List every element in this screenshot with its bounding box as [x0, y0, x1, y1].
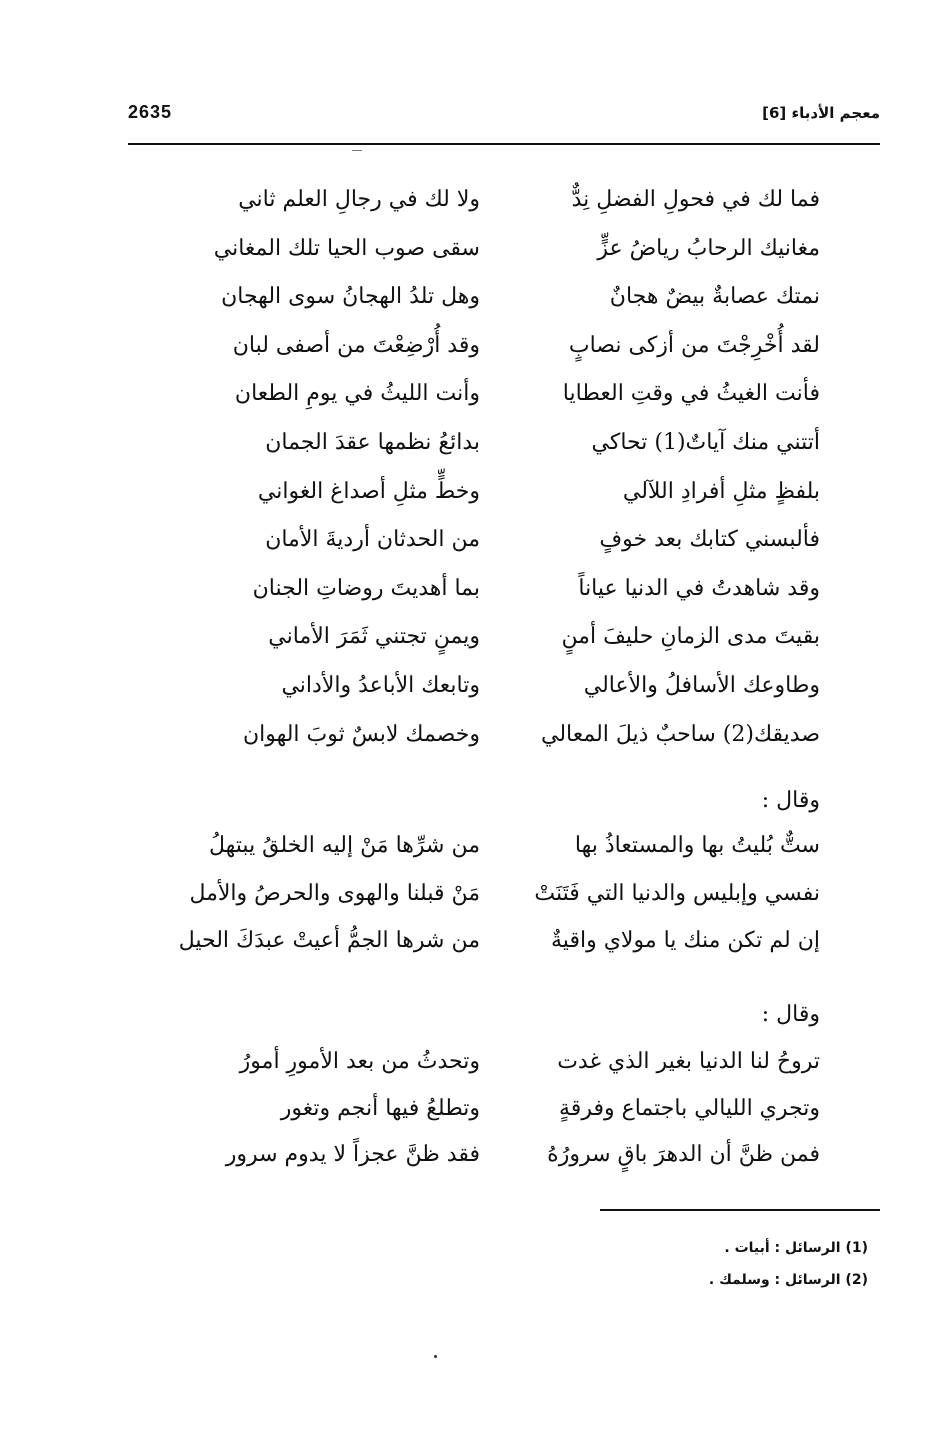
verse-second-hemistich: وتحدثُ من بعد الأمورِ أمورُ	[239, 1049, 480, 1074]
verse-first-hemistich: نمتك عصابةٌ بيضٌ هجانٌ	[609, 284, 820, 310]
verse-first-hemistich: نفسي وإبليس والدنيا التي فَتَنَتْ	[534, 880, 820, 906]
verse-intro: وقال :	[761, 788, 820, 813]
verse-second-hemistich: سقى صوب الحيا تلك المغاني	[213, 235, 480, 261]
verse-second-hemistich: وخصمك لابسٌ ثوبَ الهوان	[242, 721, 480, 747]
verse-first-hemistich: بلفظٍ مثلِ أفرادِ اللآلي	[622, 478, 820, 504]
verse-first-hemistich: ستٌّ بُليتُ بها والمستعاذُ بها	[574, 833, 820, 858]
verse-first-hemistich: لقد أُخْرِجْتَ من أزكى نصابٍ	[568, 332, 820, 358]
verse-row	[175, 374, 820, 423]
verse-second-hemistich: مَنْ قبلنا والهوى والحرصُ والأمل	[189, 880, 480, 906]
verse-first-hemistich: فألبسني كتابك بعد خوفٍ	[599, 527, 820, 553]
verse-first-hemistich: وتجري الليالي باجتماع وفرقةٍ	[559, 1095, 820, 1121]
verse-second-hemistich: ولا لك في رجالِ العلم ثاني	[238, 187, 480, 212]
verse-second-hemistich: فقد ظنَّ عجزاً لا يدوم سرور	[225, 1142, 480, 1167]
running-head: معجم الأدباء [6]	[762, 104, 880, 122]
poem-stanza-1	[175, 180, 820, 763]
verse-row	[175, 874, 820, 922]
verse-row	[175, 229, 820, 278]
verse-first-hemistich: بقيتَ مدى الزمانِ حليفَ أمنٍ	[561, 624, 820, 650]
verse-row	[175, 826, 820, 874]
verse-row	[175, 180, 820, 229]
verse-second-hemistich: وتابعك الأباعدُ والأداني	[281, 672, 480, 698]
verse-first-hemistich: تروحُ لنا الدنيا بغير الذي غدت	[557, 1049, 820, 1074]
verse-second-hemistich: بدائعُ نظمها عقدَ الجمان	[265, 429, 480, 455]
verse-first-hemistich: إن لم تكن منك يا مولاي واقيةٌ	[551, 928, 820, 953]
verse-row	[175, 1135, 820, 1182]
verse-row	[175, 472, 820, 521]
verse-second-hemistich: من شرها الجمُّ أعيتْ عبدَكَ الحيل	[178, 928, 480, 953]
verse-first-hemistich: فمن ظنَّ أن الدهرَ باقٍ سرورُهُ	[547, 1142, 820, 1167]
footnote: (1) الرسائل : أبيات .	[724, 1240, 868, 1256]
verse-first-hemistich: وطاوعك الأسافلُ والأعالي	[583, 672, 820, 698]
poem-stanza-2	[175, 826, 820, 969]
poem-stanza-3	[175, 1042, 820, 1182]
verse-row	[175, 423, 820, 472]
verse-row	[175, 277, 820, 326]
verse-row	[175, 617, 820, 666]
verse-second-hemistich: وخطٍّ مثلِ أصداغ الغواني	[257, 478, 480, 504]
footnote-rule	[600, 1209, 880, 1211]
page-number: 2635	[128, 102, 173, 122]
verse-first-hemistich: وقد شاهدتُ في الدنيا عياناً	[578, 575, 820, 601]
verse-row	[175, 666, 820, 715]
verse-row	[175, 1089, 820, 1136]
verse-row	[175, 520, 820, 569]
verse-second-hemistich: بما أهديتَ روضاتِ الجنان	[252, 575, 480, 601]
verse-second-hemistich: وهل تلدُ الهجانُ سوى الهجان	[221, 284, 480, 310]
verse-first-hemistich: فأنت الغيثُ في وقتِ العطايا	[562, 381, 820, 407]
verse-second-hemistich: وقد أُرْضِعْتَ من أصفى لبان	[232, 332, 480, 358]
verse-row	[175, 326, 820, 375]
verse-row	[175, 569, 820, 618]
verse-first-hemistich: فما لك في فحولِ الفضلِ نِدٌّ	[571, 187, 820, 212]
footnotes	[709, 1232, 868, 1296]
verse-first-hemistich: أتتني منك آياتٌ(1) تحاكي	[591, 429, 820, 455]
verse-second-hemistich: من الحدثان أرديةَ الأمان	[265, 527, 480, 553]
verse-second-hemistich: ويمنٍ تجتني ثَمَرَ الأماني	[268, 624, 480, 650]
verse-second-hemistich: وأنت الليثُ في يومِ الطعان	[234, 381, 480, 407]
scan-speck	[434, 1355, 437, 1358]
verse-first-hemistich: مغانيك الرحابُ رياضُ عزٍّ	[597, 235, 820, 261]
verse-row	[175, 921, 820, 969]
verse-second-hemistich: وتطلعُ فيها أنجم وتغور	[280, 1095, 480, 1121]
verse-first-hemistich: صديقك(2) ساحبٌ ذيلَ المعالي	[541, 721, 820, 747]
verse-row	[175, 715, 820, 764]
header-rule	[128, 143, 880, 145]
page-header	[128, 100, 880, 140]
verse-second-hemistich: من شرِّها مَنْ إليه الخلقُ يبتهلُ	[208, 833, 480, 858]
verse-intro: وقال :	[761, 1002, 820, 1027]
verse-row	[175, 1042, 820, 1089]
footnote: (2) الرسائل : وسلمك .	[708, 1272, 868, 1288]
header-mark	[352, 150, 362, 151]
